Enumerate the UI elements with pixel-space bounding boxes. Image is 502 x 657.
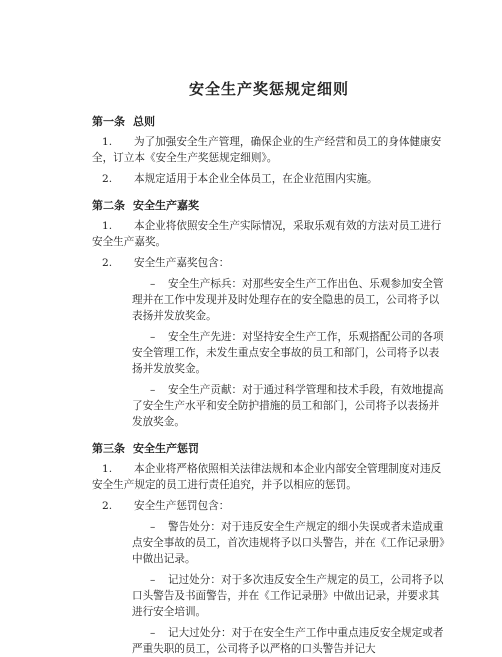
article-number: 第三条 bbox=[92, 442, 125, 455]
item-number: 2. bbox=[102, 257, 113, 269]
dash-marker: – bbox=[150, 521, 156, 533]
article-2-heading bbox=[92, 197, 446, 213]
article-3-heading bbox=[92, 440, 446, 456]
sub-text: 记过处分：对于多次违反安全生产规定的员工，公司将予以口头警告及书面警告，并在《工作记录册》中做出记录，并要求其进行安全培训。 bbox=[132, 574, 444, 618]
article-2-item-2 bbox=[92, 255, 446, 271]
article-3-item-1 bbox=[92, 461, 446, 493]
item-text: 本企业将依照安全生产实际情况，采取乐观有效的方法对员工进行安全生产嘉奖。 bbox=[92, 220, 442, 248]
article-2-sub-1 bbox=[92, 276, 446, 324]
article-3-sub-1 bbox=[92, 519, 446, 567]
article-2-sub-2 bbox=[92, 329, 446, 377]
article-number: 第二条 bbox=[92, 199, 125, 212]
article-1-item-2 bbox=[92, 171, 446, 187]
item-text: 本企业将严格依照相关法律法规和本企业内部安全管理制度对违反安全生产规定的员工进行责任追究，并予以相应的惩罚。 bbox=[92, 463, 442, 491]
item-number: 1. bbox=[102, 136, 113, 148]
article-1-heading bbox=[92, 113, 446, 129]
sub-text: 记大过处分：对于在安全生产工作中重点违反安全规定或者严重失职的员工，公司将予以严格的口头警告并记大 bbox=[132, 627, 444, 655]
article-3-item-2 bbox=[92, 498, 446, 514]
item-text: 为了加强安全生产管理，确保企业的生产经营和员工的身体健康安全，订立本《安全生产奖惩规定细则》。 bbox=[92, 136, 442, 164]
dash-marker: – bbox=[150, 278, 156, 290]
article-3-sub-3 bbox=[92, 625, 446, 657]
article-title: 总则 bbox=[133, 115, 155, 128]
item-number: 2. bbox=[102, 173, 113, 185]
item-text: 安全生产嘉奖包含： bbox=[134, 257, 230, 269]
item-number: 2. bbox=[102, 500, 113, 512]
dash-marker: – bbox=[150, 331, 156, 343]
article-number: 第一条 bbox=[92, 115, 125, 128]
article-2-item-1 bbox=[92, 218, 446, 250]
article-title: 安全生产嘉奖 bbox=[133, 199, 199, 212]
article-3-sub-2 bbox=[92, 572, 446, 620]
dash-marker: – bbox=[150, 627, 156, 639]
item-number: 1. bbox=[102, 463, 113, 475]
item-number: 1. bbox=[102, 220, 113, 232]
item-text: 本规定适用于本企业全体员工，在企业范围内实施。 bbox=[134, 173, 378, 185]
sub-text: 警告处分：对于违反安全生产规定的细小失误或者未造成重点安全事故的员工，首次违规将予以口头警告，并在《工作记录册》中做出记录。 bbox=[132, 521, 445, 565]
dash-marker: – bbox=[150, 384, 156, 396]
article-title: 安全生产惩罚 bbox=[133, 442, 199, 455]
sub-text: 安全生产贡献：对于通过科学管理和技术手段，有效地提高了安全生产水平和安全防护措施的员工和部门，公司将予以表扬并发放奖金。 bbox=[132, 384, 444, 428]
dash-marker: – bbox=[150, 574, 156, 586]
article-1-item-1 bbox=[92, 134, 446, 166]
sub-text: 安全生产先进：对坚持安全生产工作，乐观搭配公司的各项安全管理工作，未发生重点安全事故的员工和部门，公司将予以表扬并发放奖金。 bbox=[132, 331, 444, 375]
sub-text: 安全生产标兵：对那些安全生产工作出色、乐观参加安全管理并在工作中发现并及时处理存在的安全隐患的员工，公司将予以表扬并发放奖金。 bbox=[132, 278, 444, 322]
item-text: 安全生产惩罚包含： bbox=[134, 500, 230, 512]
document-title: 安全生产奖惩规定细则 bbox=[188, 80, 349, 98]
article-2-sub-3 bbox=[92, 382, 446, 430]
